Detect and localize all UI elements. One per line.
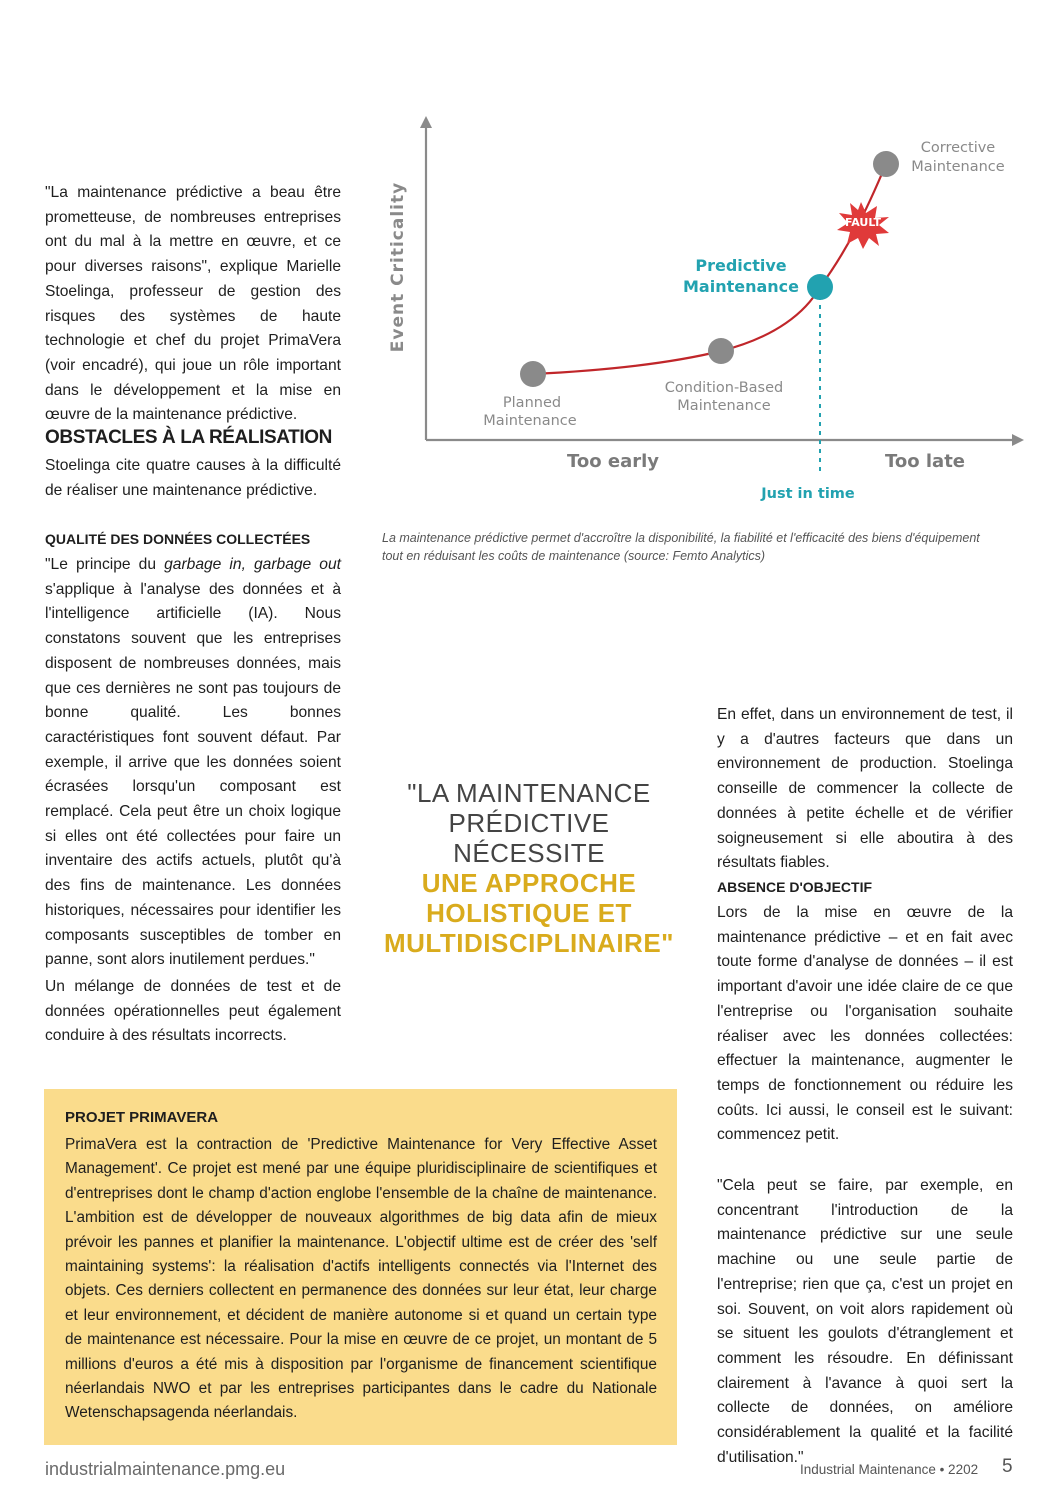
predictive-point — [807, 274, 833, 300]
y-axis-label: Event Criticality — [388, 181, 408, 353]
corrective-point — [873, 151, 899, 177]
quality-paragraph-2: Un mélange de données de test et de données opérationnelles peut également conduire à des résultats incorrects. — [45, 978, 341, 1045]
footer-magazine: Industrial Maintenance • 2202 — [800, 1462, 979, 1477]
fault-label: FAULT — [844, 216, 882, 229]
predictive-label-1: Predictive — [695, 256, 787, 275]
condition-label-2: Maintenance — [677, 398, 771, 414]
section-heading: OBSTACLES À LA RÉALISATION — [45, 427, 332, 448]
subheading-quality: QUALITÉ DES DONNÉES COLLECTÉES — [45, 531, 311, 547]
subheading-objective: ABSENCE D'OBJECTIF — [717, 879, 873, 895]
pull-quote-highlight-1: UNE APPROCHE — [421, 868, 637, 898]
planned-point — [520, 361, 546, 387]
figure-caption: La maintenance prédictive permet d'accroître la disponibilité, la fiabilité et l'efficacité des biens d'équipement tout en réduisant les coûts de maintenance (source: Femto Analytics) — [382, 531, 980, 563]
condition-label-1: Condition-Based — [664, 380, 784, 396]
right-paragraph-1: En effet, dans un environnement de test, il y a d'autres facteurs que dans un environnement de production. Stoelinga conseille de commencer la collecte de données à petite échelle et de vérifier soigneusement si elle aboutira à des résultats fiables. — [717, 706, 1013, 872]
too-late-label: Too late — [884, 451, 966, 472]
pull-quote-highlight-3: MULTIDISCIPLINAIRE" — [383, 928, 674, 958]
intro-paragraph: "La maintenance prédictive a beau être prometteuse, de nombreuses entreprises ont du mal à la mettre en œuvre, et ce pour diverses raisons", explique Marielle Stoelinga, professeur de gestion des risques des systèmes de haute technologie et chef du projet PrimaVera (voir encadré), qui joue un rôle important dans le développement et la mise en œuvre de la maintenance prédictive. — [45, 184, 341, 424]
quality-paragraph — [45, 553, 341, 973]
right-paragraph-3: "Cela peut se faire, par exemple, en concentrant l'introduction de la maintenance prédictive sur une seule machine ou une seule partie de l'entreprise; rien que ça, c'est un projet en soi. Souvent, on voit alors rapidement où se situent les goulots d'étranglement et comment les résoudre. En définissant clairement à l'avance à quoi sert la collecte de données, on améliore considérablement la qualité et la facilité d'utilisation." — [717, 1177, 1013, 1466]
quality-text-post: s'applique à l'analyse des données et à l'intelligence artificielle (IA). Nous constatons souvent que les entreprises disposent de nombreuses données, mais que ces dernières ne sont pas toujours de bonne qualité. Les bonnes caractéristiques font souvent défaut. Par exemple, il arrive que les données soient écrasées lorsqu'un composant est remplacé. Cela peut être un choix logique si elles ont été collectées pour faire un inventaire des actifs actuels, plutôt qu'à des fins de maintenance. Les données historiques, nécessaires pour identifier les composants susceptibles de tomber en panne, sont alors inutilement perdues." — [45, 580, 341, 969]
planned-label-2: Maintenance — [483, 413, 577, 429]
box-title: PROJET PRIMAVERA — [65, 1109, 219, 1126]
planned-label-1: Planned — [502, 395, 562, 411]
quality-text-pre: "Le principe du — [45, 556, 165, 573]
page-number: 5 — [1002, 1456, 1013, 1477]
corrective-label-1: Corrective — [920, 140, 996, 156]
pull-quote — [378, 778, 680, 958]
quality-text-em: garbage in, garbage out — [164, 556, 341, 573]
just-in-time-label: Just in time — [761, 486, 855, 502]
predictive-label-2: Maintenance — [682, 277, 800, 296]
box-text: PrimaVera est la contraction de 'Predictive Maintenance for Very Effective Asset Management'. Ce projet est mené par une équipe pluridisciplinaire de scientifiques et d'entreprises dont le champ d'action englobe l'ensemble de la chaîne de maintenance. L'ambition est de développer de nouveaux algorithmes de big data afin de mieux prévoir les pannes et planifier la maintenance. L'objectif ultime est de créer des 'self maintaining systems': la réalisation d'actifs intelligents connectés via l'Internet des objets. Ces derniers collectent en permanence des données sur leur état, leur charge et leur environnement, et décident de manière autonome si et quand un certain type de maintenance est nécessaire. Pour la mise en œuvre de ce projet, un montant de 5 millions d'euros a été mis à disposition par l'organisme de financement scientifique néerlandais NWO et par les entreprises participantes dans le cadre du Nationale Wetenschapsagenda néerlandais. — [65, 1136, 657, 1422]
corrective-label-2: Maintenance — [911, 159, 1005, 175]
pull-quote-line-1: "LA MAINTENANCE — [407, 778, 651, 808]
footer-url-link[interactable]: industrialmaintenance.pmg.eu — [45, 1459, 286, 1479]
primavera-box — [44, 1089, 677, 1445]
condition-point — [708, 338, 734, 364]
pull-quote-line-2: PRÉDICTIVE NÉCESSITE — [448, 808, 610, 868]
maintenance-timing-diagram — [376, 112, 1026, 512]
pull-quote-highlight-2: HOLISTIQUE ET — [426, 898, 632, 928]
right-paragraph-2: Lors de la mise en œuvre de la maintenance prédictive – et en fait avec toute forme d'analyse de données – il est important d'avoir une idée claire de ce que l'entreprise ou l'organisation souhaite réaliser avec les données collectées: effectuer la maintenance, augmenter le temps de fonctionnement ou réduire les coûts. Ici aussi, le conseil est le suivant: commencez petit. — [717, 904, 1013, 1144]
too-early-label: Too early — [566, 451, 660, 472]
section-intro: Stoelinga cite quatre causes à la difficulté de réaliser une maintenance prédictive. — [45, 457, 341, 499]
